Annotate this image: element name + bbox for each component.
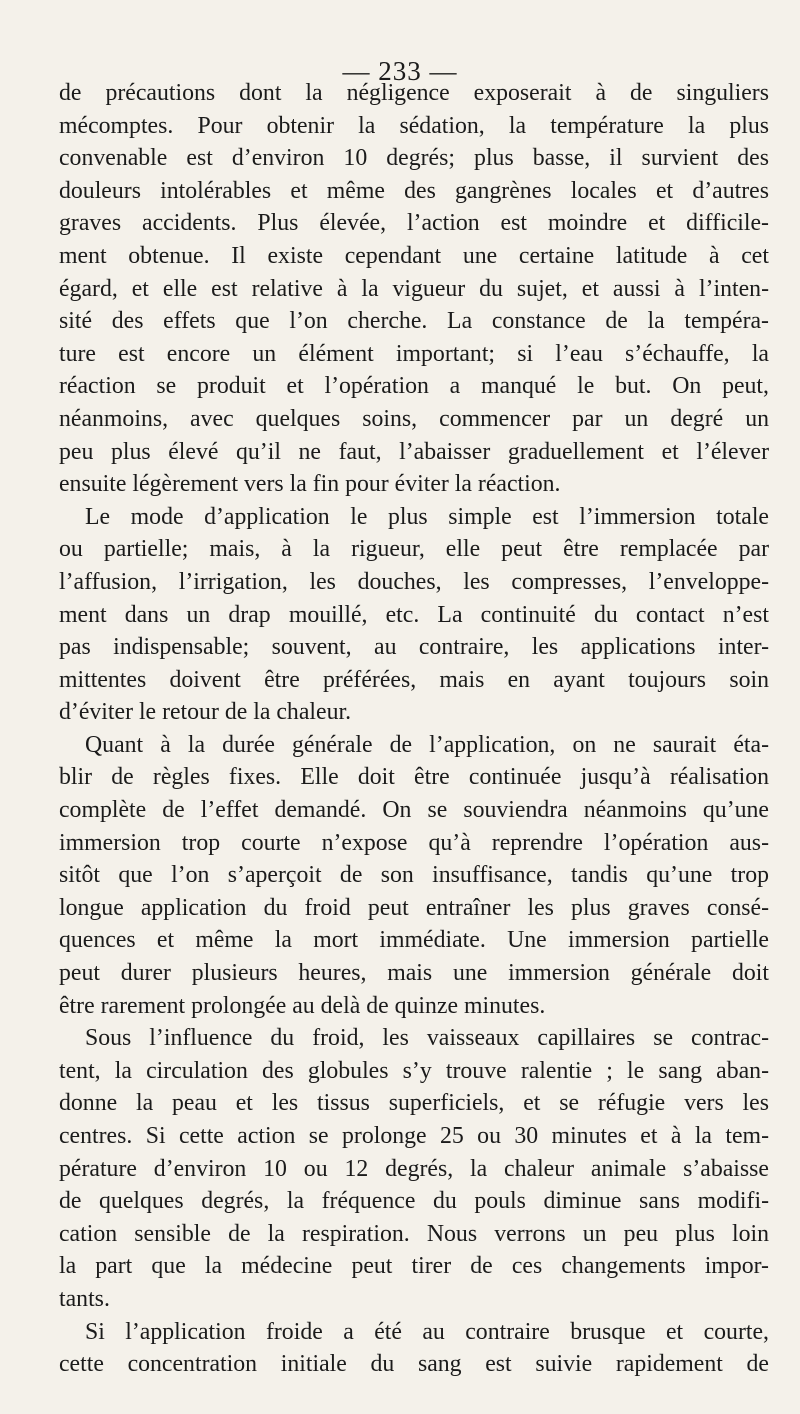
text-line: la part que la médecine peut tirer de ces changements impor-: [59, 1253, 769, 1280]
text-line: peut durer plusieurs heures, mais une immersion générale doit: [59, 960, 769, 987]
text-line: blir de règles fixes. Elle doit être continuée jusqu’à réalisation: [59, 764, 769, 791]
text-line: sité des effets que l’on cherche. La constance de la tempéra-: [59, 308, 769, 335]
text-line: Sous l’influence du froid, les vaisseaux capillaires se contrac-: [85, 1025, 769, 1052]
text-line: convenable est d’environ 10 degrés; plus basse, il survient des: [59, 145, 769, 172]
text-line: de précautions dont la négligence exposerait à de singuliers: [59, 80, 769, 106]
text-line: pas indispensable; souvent, au contraire, les applications inter-: [59, 634, 769, 661]
text-line: réaction se produit et l’opération a manqué le but. On peut,: [59, 373, 769, 400]
text-line: être rarement prolongée au delà de quinze minutes.: [59, 992, 546, 1019]
text-line: l’affusion, l’irrigation, les douches, les compresses, l’enveloppe-: [59, 568, 769, 595]
text-line: peu plus élevé qu’il ne faut, l’abaisser graduellement et l’élever: [59, 438, 769, 465]
text-line: complète de l’effet demandé. On se souviendra néanmoins qu’une: [59, 797, 769, 824]
text-line: tent, la circulation des globules s’y trouve ralentie ; le sang aban-: [59, 1057, 769, 1084]
text-line: immersion trop courte n’expose qu’à reprendre l’opération aus-: [59, 829, 769, 856]
text-line: égard, et elle est relative à la vigueur du sujet, et aussi à l’inten-: [59, 275, 769, 302]
text-line: centres. Si cette action se prolonge 25 ou 30 minutes et à la tem-: [59, 1123, 769, 1149]
page-body-text: [59, 77, 769, 1381]
page-number: — 233 —: [342, 56, 458, 86]
text-line: tants.: [59, 1285, 110, 1312]
text-line: Si l’application froide a été au contraire brusque et courte,: [85, 1318, 769, 1345]
text-line: de quelques degrés, la fréquence du pouls diminue sans modifi-: [59, 1188, 769, 1215]
text-line: cette concentration initiale du sang est suivie rapidement de: [59, 1351, 769, 1378]
text-line: pérature d’environ 10 ou 12 degrés, la chaleur animale s’abaisse: [59, 1155, 769, 1182]
text-line: ensuite légèrement vers la fin pour éviter la réaction.: [59, 471, 561, 498]
text-line: Le mode d’application le plus simple est l’immersion totale: [85, 503, 769, 530]
text-line: d’éviter le retour de la chaleur.: [59, 699, 352, 726]
text-line: ment dans un drap mouillé, etc. La continuité du contact n’est: [59, 601, 769, 628]
text-line: ture est encore un élément important; si l’eau s’échauffe, la: [59, 340, 769, 367]
text-line: quences et même la mort immédiate. Une immersion partielle: [59, 927, 769, 954]
text-line: mittentes doivent être préférées, mais en ayant toujours soin: [59, 666, 769, 693]
text-line: mécomptes. Pour obtenir la sédation, la température la plus: [59, 112, 769, 139]
text-line: ment obtenue. Il existe cependant une certaine latitude à cet: [59, 242, 769, 269]
text-line: graves accidents. Plus élevée, l’action est moindre et difficile-: [59, 210, 769, 237]
text-line: sitôt que l’on s’aperçoit de son insuffisance, tandis qu’une trop: [59, 862, 769, 889]
text-line: cation sensible de la respiration. Nous verrons un peu plus loin: [59, 1220, 769, 1247]
text-line: néanmoins, avec quelques soins, commencer par un degré un: [59, 405, 769, 432]
text-line: donne la peau et les tissus superficiels, et se réfugie vers les: [59, 1090, 769, 1117]
text-line: longue application du froid peut entraîner les plus graves consé-: [59, 894, 769, 921]
text-line: Quant à la durée générale de l’application, on ne saurait éta-: [85, 731, 769, 758]
text-line: douleurs intolérables et même des gangrènes locales et d’autres: [59, 177, 769, 204]
text-line: ou partielle; mais, à la rigueur, elle peut être remplacée par: [59, 536, 769, 563]
